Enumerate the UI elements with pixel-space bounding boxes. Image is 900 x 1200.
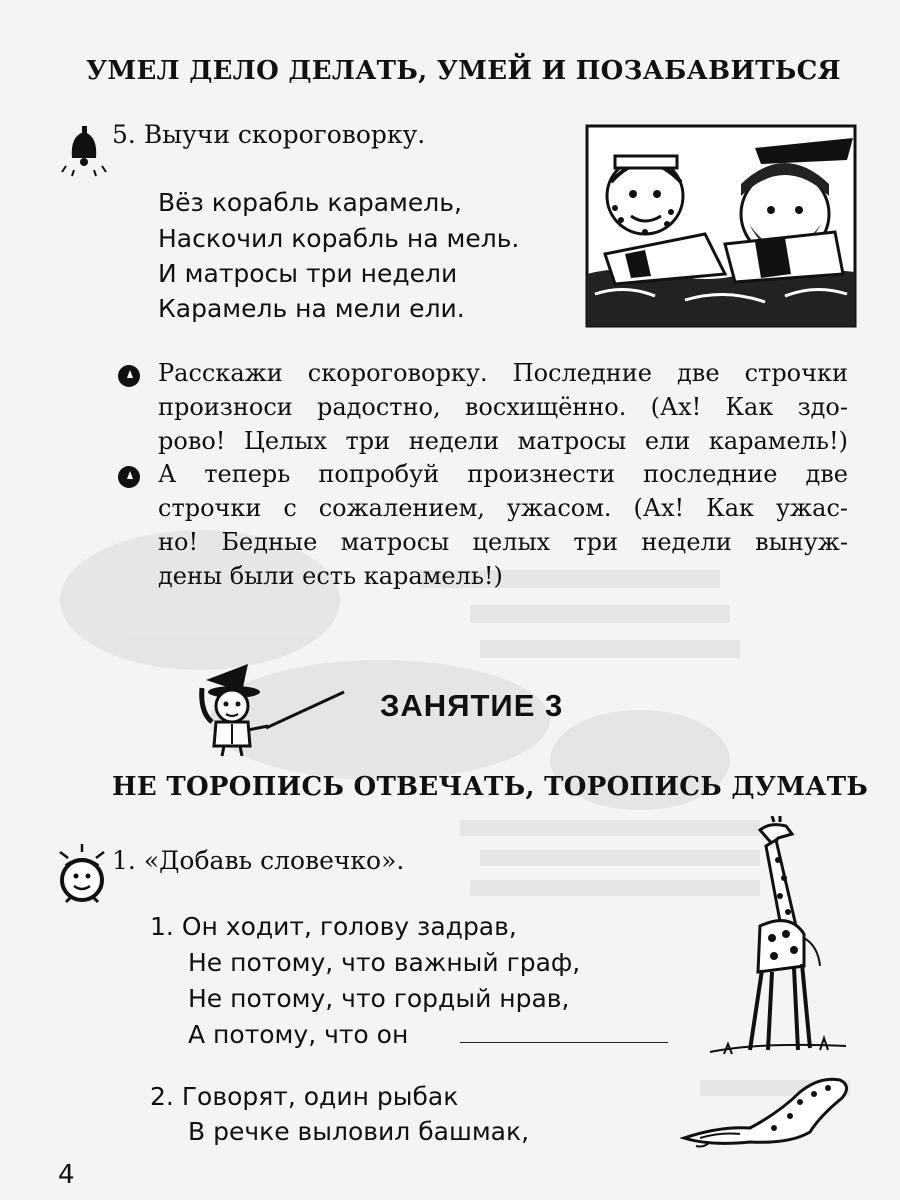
alarm-clock-icon: [56, 842, 108, 904]
riddle-line: Не потому, что гордый нрав,: [188, 984, 570, 1013]
riddle-2-line-1: [150, 1082, 458, 1111]
bell-icon: [60, 118, 110, 180]
task-5-heading: [112, 120, 425, 149]
answer-blank-line[interactable]: [460, 1042, 668, 1043]
riddle-line: Не потому, что важный граф,: [188, 948, 581, 977]
boot-illustration: [680, 1072, 854, 1148]
riddle-number: 1.: [150, 912, 174, 941]
paragraph-line: рово! Целых три недели матросы ели карамель!): [158, 427, 848, 455]
riddle-number: 2.: [150, 1082, 174, 1111]
riddle-line: А потому, что он: [188, 1020, 409, 1049]
triangle-bullet-icon: [118, 466, 140, 488]
triangle-bullet-icon: [118, 365, 140, 387]
section-heading: НЕ ТОРОПИСЬ ОТВЕЧАТЬ, ТОРОПИСЬ ДУМАТЬ: [112, 772, 869, 802]
task-number: 1.: [112, 846, 136, 875]
paragraph-line: Расскажи скороговорку. Последние две строчки: [158, 359, 848, 387]
poem-line: Вёз корабль карамель,: [158, 188, 462, 217]
paragraph-line: произноси радостно, восхищённо. (Ах! Как здо-: [158, 393, 848, 421]
sailors-ship-illustration: [585, 124, 857, 328]
lesson-title: ЗАНЯТИЕ 3: [380, 688, 564, 723]
task-instruction: «Добавь словечко».: [143, 846, 405, 875]
paragraph-line: А теперь попробуй произнести последние две: [158, 460, 848, 488]
task-number: 5.: [112, 120, 136, 149]
paragraph-line: строчки с сожалением, ужасом. (Ах! Как ужас-: [158, 494, 848, 522]
section-heading: УМЕЛ ДЕЛО ДЕЛАТЬ, УМЕЙ И ПОЗАБАВИТЬСЯ: [86, 56, 841, 86]
task-instruction: Выучи скороговорку.: [143, 120, 426, 149]
riddle-line: В речке выловил башмак,: [188, 1117, 530, 1146]
poem-line: Наскочил корабль на мель.: [158, 224, 520, 253]
riddle-text: Говорят, один рыбак: [181, 1082, 459, 1111]
task-1-heading: [112, 846, 404, 875]
wizard-child-illustration: [198, 662, 348, 758]
riddle-1-line-1: [150, 912, 517, 941]
paragraph-line: но! Бедные матросы целых три недели вынуж-: [158, 528, 848, 556]
paragraph-line: дены были есть карамель!): [158, 562, 503, 590]
page-number: 4: [58, 1160, 75, 1190]
riddle-text: Он ходит, голову задрав,: [181, 912, 517, 941]
poem-line: И матросы три недели: [158, 259, 458, 288]
giraffe-illustration: [700, 816, 850, 1066]
poem-line: Карамель на мели ели.: [158, 294, 465, 323]
